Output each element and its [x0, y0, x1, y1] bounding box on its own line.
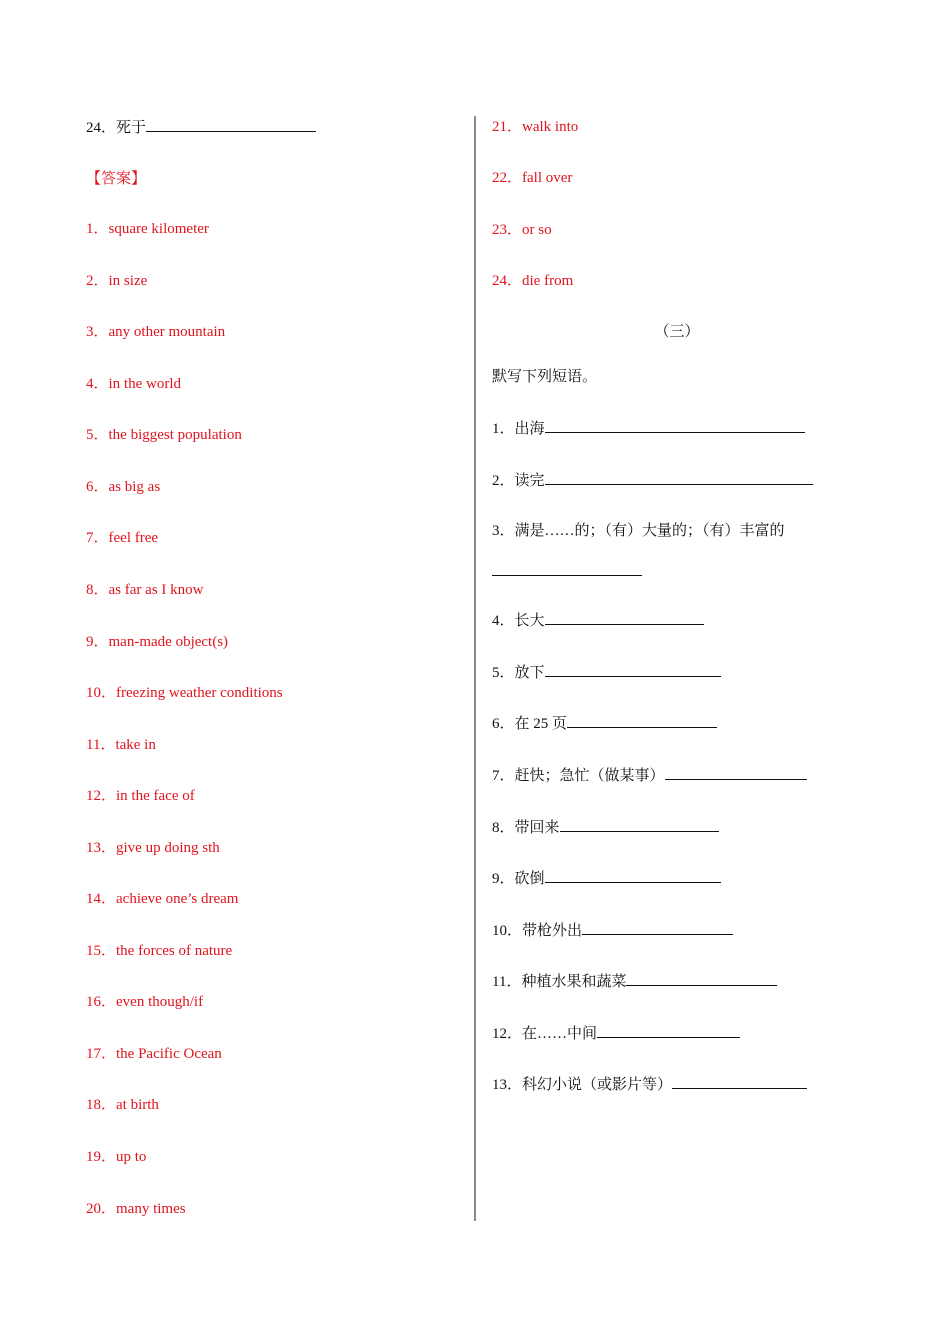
- question-item: 10．带枪外出: [492, 920, 733, 941]
- answer-item: 23．or so: [492, 222, 552, 238]
- answer-blank[interactable]: [567, 713, 717, 728]
- answer-item: 2．in size: [86, 273, 148, 289]
- answer-item: 10．freezing weather conditions: [86, 685, 283, 701]
- answer-blank[interactable]: [492, 561, 642, 576]
- answer-blank[interactable]: [665, 765, 807, 780]
- question-24: [86, 117, 316, 138]
- answer-blank[interactable]: [545, 662, 721, 677]
- question-number: 24．: [86, 120, 117, 136]
- question-item: 3．满是……的；（有）大量的；（有）丰富的: [492, 523, 785, 539]
- answer-item: 7．feel free: [86, 530, 159, 546]
- answer-blank[interactable]: [146, 117, 316, 132]
- answer-blank[interactable]: [560, 817, 719, 832]
- answer-item: 19．up to: [86, 1149, 147, 1165]
- answer-item: 16．even though/if: [86, 994, 204, 1010]
- section-title: （三）: [654, 324, 700, 340]
- question-item-continuation: [492, 561, 642, 582]
- answer-item: 18．at birth: [86, 1097, 159, 1113]
- answer-blank[interactable]: [545, 868, 721, 883]
- question-item: 1．出海: [492, 418, 805, 439]
- question-item: 4．长大: [492, 610, 704, 631]
- question-item: 8．带回来: [492, 817, 719, 838]
- answer-blank[interactable]: [545, 418, 805, 433]
- column-divider: [474, 116, 476, 1221]
- answer-item: 9．man-made object(s): [86, 634, 229, 650]
- answer-item: 5．the biggest population: [86, 427, 242, 443]
- answer-item: 3．any other mountain: [86, 324, 226, 340]
- answer-item: 20．many times: [86, 1201, 186, 1217]
- answer-item: 22．fall over: [492, 170, 573, 186]
- question-item: 9．砍倒: [492, 868, 721, 889]
- answer-blank[interactable]: [597, 1023, 740, 1038]
- question-item: 6．在 25 页: [492, 713, 717, 734]
- answer-item: 21．walk into: [492, 119, 579, 135]
- answer-item: 15．the forces of nature: [86, 943, 233, 959]
- question-item: 7．赶快；急忙（做某事）: [492, 765, 807, 786]
- answer-item: 13．give up doing sth: [86, 840, 220, 856]
- answer-item: 14．achieve one’s dream: [86, 891, 239, 907]
- question-item: 12．在……中间: [492, 1023, 740, 1044]
- answer-blank[interactable]: [626, 971, 777, 986]
- answer-blank[interactable]: [545, 470, 813, 485]
- instruction: 默写下列短语。: [492, 369, 598, 385]
- answer-blank[interactable]: [582, 920, 733, 935]
- answer-blank[interactable]: [672, 1074, 807, 1089]
- answer-item: 17．the Pacific Ocean: [86, 1046, 222, 1062]
- question-text: 死于: [116, 120, 147, 136]
- answer-item: 6．as big as: [86, 479, 161, 495]
- question-item: 5．放下: [492, 662, 721, 683]
- answer-item: 1．square kilometer: [86, 221, 209, 237]
- answer-item: 12．in the face of: [86, 788, 195, 804]
- question-item: 11．种植水果和蔬菜: [492, 971, 777, 992]
- answer-heading: 【答案】: [86, 171, 147, 187]
- answer-item: 8．as far as I know: [86, 582, 204, 598]
- answer-item: 4．in the world: [86, 376, 182, 392]
- answer-blank[interactable]: [545, 610, 704, 625]
- answer-item: 24．die from: [492, 273, 574, 289]
- question-item: 13．科幻小说（或影片等）: [492, 1074, 807, 1095]
- answer-item: 11．take in: [86, 737, 156, 753]
- question-item: 2．读完: [492, 470, 813, 491]
